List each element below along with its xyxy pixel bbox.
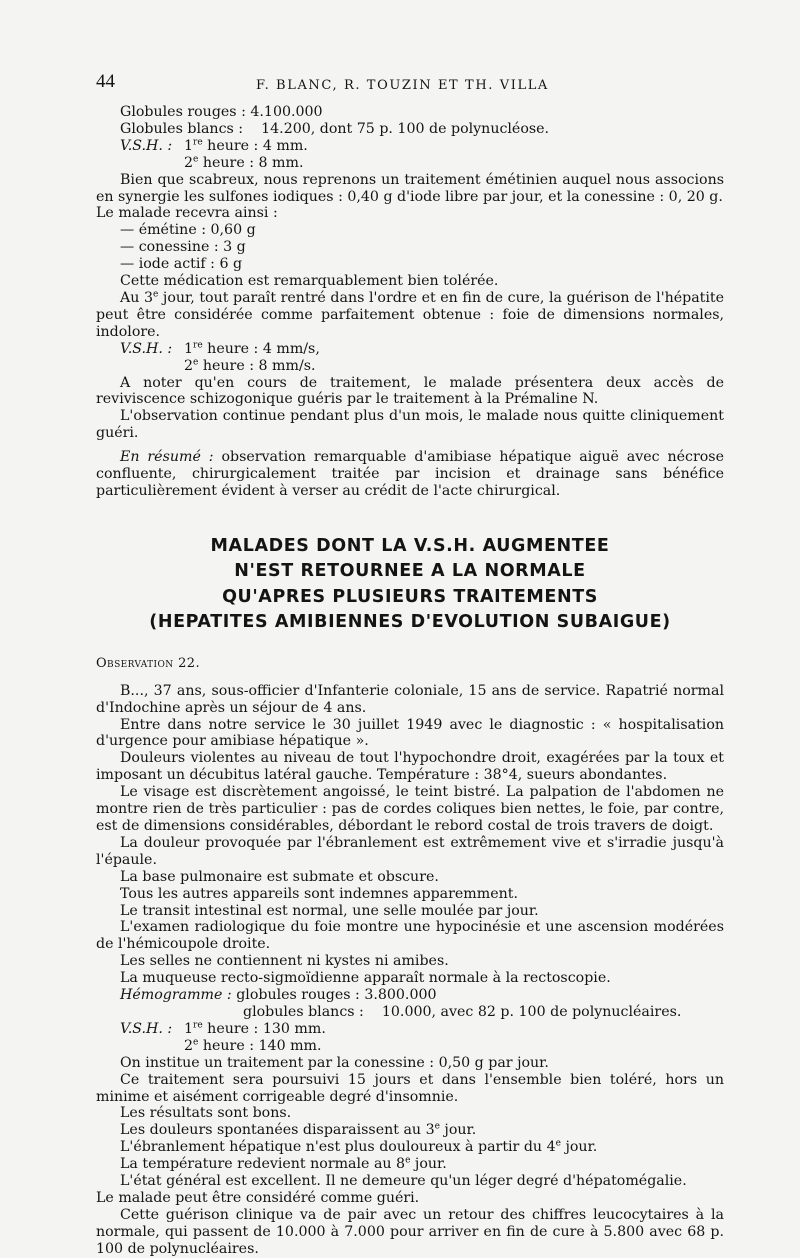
heading-line: MALADES DONT LA V.S.H. AUGMENTEE	[210, 535, 610, 556]
ordinal-suffix: e	[555, 1138, 561, 1149]
vsh-value: heure : 4 mm/s,	[202, 340, 320, 357]
paragraph	[96, 290, 724, 341]
case-continuation	[96, 104, 724, 500]
paragraph: L'état général est excellent. Il ne demeure qu'un léger degré d'hépatomégalie.	[120, 1173, 687, 1190]
text-run: jour.	[560, 1139, 598, 1156]
vsh-ordinal: 1	[184, 340, 194, 357]
paragraph: L'examen radiologique du foie montre une hypocinésie et une ascension modérées de l'hémicoupole droite.	[96, 919, 724, 953]
paragraph: Douleurs violentes au niveau de tout l'hypochondre droit, exagérées par la toux et imposant un décubitus latéral gauche. Température : 38°4, sueurs abondantes.	[96, 750, 724, 784]
text-run: jour, tout paraît rentré dans l'ordre et en fin de cure, la guérison de l'hépatite peut être considérée comme parfaitement obtenue : foie de dimensions normales, indolore.	[96, 289, 725, 340]
paragraph: Les résultats sont bons.	[120, 1105, 292, 1122]
vsh-ordinal-suffix: re	[193, 137, 203, 148]
paragraph: L'observation continue pendant plus d'un mois, le malade nous quitte cliniquement guéri.	[96, 408, 724, 442]
paragraph: Cette médication est remarquablement bien tolérée.	[120, 273, 499, 290]
running-head: F. BLANC, R. TOUZIN ET TH. VILLA	[256, 78, 549, 93]
vsh-ordinal-suffix: re	[193, 339, 203, 350]
paragraph: Entre dans notre service le 30 juillet 1949 avec le diagnostic : « hospitalisation d'urgence pour amibiase hépatique ».	[96, 716, 724, 750]
vsh-line-2	[96, 155, 724, 172]
vsh-line-4	[96, 358, 724, 375]
paragraph: Le transit intestinal est normal, une selle moulée par jour.	[120, 902, 539, 919]
ordinal-suffix: e	[405, 1155, 411, 1166]
paragraph: Le visage est discrètement angoissé, le teint bistré. La palpation de l'abdomen ne montre rien de très particulier : pas de cordes coliques bien nettes, le foie, par contre, est de dimensions considérables, débordant le rebord costal de trois travers de doigt.	[96, 784, 724, 834]
vsh-value: heure : 4 mm.	[202, 137, 308, 154]
vsh-ordinal: 2	[184, 357, 194, 374]
hemogram-line-2: globules blancs : 10.000, avec 82 p. 100 de polynucléaires.	[243, 1003, 682, 1020]
page-header	[96, 71, 724, 104]
hemogram-line-1	[96, 987, 724, 1004]
text-run: Les douleurs spontanées disparaissent au 3	[120, 1122, 435, 1139]
paragraph: On institue un traitement par la conessine : 0,50 g par jour.	[120, 1054, 549, 1071]
vsh-ordinal-suffix: e	[193, 1037, 199, 1048]
summary-label: En résumé :	[120, 449, 214, 466]
paragraph: Tous les autres appareils sont indemnes apparemment.	[120, 885, 518, 902]
section-heading	[96, 534, 724, 636]
vsh-value: heure : 140 mm.	[198, 1037, 322, 1054]
observation-title-text: Observation 22.	[96, 655, 200, 671]
vsh-ordinal: 1	[184, 1020, 194, 1037]
vsh-line-1	[96, 138, 724, 155]
paragraph: Ce traitement sera poursuivi 15 jours et dans l'ensemble bien toléré, hors un minime et aisément corrigeable degré d'insomnie.	[96, 1071, 724, 1105]
vsh-ordinal: 2	[184, 154, 194, 171]
heading-line: (HEPATITES AMIBIENNES D'EVOLUTION SUBAIGUE)	[149, 612, 671, 633]
hemogram-value: globules rouges : 3.800.000	[231, 987, 437, 1004]
ordinal-suffix: e	[434, 1121, 440, 1132]
vsh-label: V.S.H. :	[120, 1020, 173, 1037]
vsh-line-1	[96, 1021, 724, 1038]
vsh-ordinal: 1	[184, 137, 194, 154]
paragraph	[96, 1122, 724, 1139]
vsh-ordinal-suffix: e	[193, 356, 199, 367]
dose-item: — conessine : 3 g	[120, 239, 246, 256]
vsh-value: heure : 8 mm/s.	[198, 357, 316, 374]
observation-title	[96, 656, 724, 673]
paragraph: A noter qu'en cours de traitement, le malade présentera deux accès de reviviscence schizogonique guéris par le traitement à la Prémaline N.	[96, 374, 724, 408]
text-run: La température redevient normale au 8	[120, 1156, 406, 1173]
heading-line: N'EST RETOURNEE A LA NORMALE	[234, 561, 586, 582]
summary-paragraph	[96, 449, 724, 500]
summary-text: observation remarquable d'amibiase hépatique aiguë avec nécrose confluente, chirurgicalement traitée par incision et drainage sans bénéfice particulièrement évident à verser au crédit de l'acte chirurgical.	[96, 449, 724, 499]
vsh-ordinal: 2	[184, 1037, 194, 1054]
vsh-line-2	[96, 1038, 724, 1055]
vsh-ordinal-suffix: re	[193, 1020, 203, 1031]
paragraph: La base pulmonaire est submate et obscure.	[120, 868, 439, 885]
dose-item: — émétine : 0,60 g	[120, 222, 256, 239]
vsh-line-3	[96, 341, 724, 358]
text-run: Au 3	[120, 289, 154, 306]
white-cell-count: Globules blancs : 14.200, dont 75 p. 100 de polynucléose.	[120, 120, 550, 137]
paragraph	[96, 1156, 724, 1173]
paragraph: Le malade peut être considéré comme guéri.	[96, 1189, 420, 1206]
paragraph: La muqueuse recto-sigmoïdienne apparaît normale à la rectoscopie.	[120, 970, 611, 987]
paragraph: Bien que scabreux, nous reprenons un traitement émétinien auquel nous associons en synergie les sulfones iodiques : 0,40 g d'iode libre par jour, et la conessine : 0, 20 g.	[96, 171, 724, 205]
document-page	[96, 71, 725, 1258]
paragraph: Les selles ne contiennent ni kystes ni amibes.	[120, 953, 449, 970]
vsh-value: heure : 130 mm.	[202, 1020, 326, 1037]
vsh-label: V.S.H. :	[120, 340, 173, 357]
text-run: jour.	[410, 1156, 447, 1173]
paragraph: Cette guérison clinique va de pair avec un retour des chiffres leucocytaires à la normale, qui passent de 10.000 à 7.000 pour arriver en fin de cure à 5.800 avec 68 p. 100 de polynucléaires.	[96, 1206, 724, 1257]
heading-line: QU'APRES PLUSIEURS TRAITEMENTS	[222, 586, 598, 607]
red-cell-count: Globules rouges : 4.100.000	[120, 104, 323, 120]
vsh-value: heure : 8 mm.	[198, 154, 304, 171]
ordinal-suffix: e	[153, 289, 159, 300]
paragraph: B..., 37 ans, sous-officier d'Infanterie coloniale, 15 ans de service. Rapatrié normal d'Indochine après un séjour de 4 ans.	[96, 682, 724, 716]
text-run: jour.	[439, 1122, 477, 1139]
vsh-label: V.S.H. :	[120, 137, 173, 154]
hemogram-label: Hémogramme :	[120, 987, 232, 1004]
observation-22	[96, 656, 724, 1258]
paragraph: Le malade recevra ainsi :	[96, 205, 278, 222]
dose-item: — iode actif : 6 g	[120, 256, 243, 273]
paragraph: La douleur provoquée par l'ébranlement est extrêmement vive et s'irradie jusqu'à l'épaule.	[96, 834, 724, 868]
paragraph	[96, 1139, 724, 1156]
page-number: 44	[96, 71, 115, 92]
vsh-ordinal-suffix: e	[193, 153, 199, 164]
text-run: L'ébranlement hépatique n'est plus douloureux à partir du 4	[120, 1139, 556, 1156]
